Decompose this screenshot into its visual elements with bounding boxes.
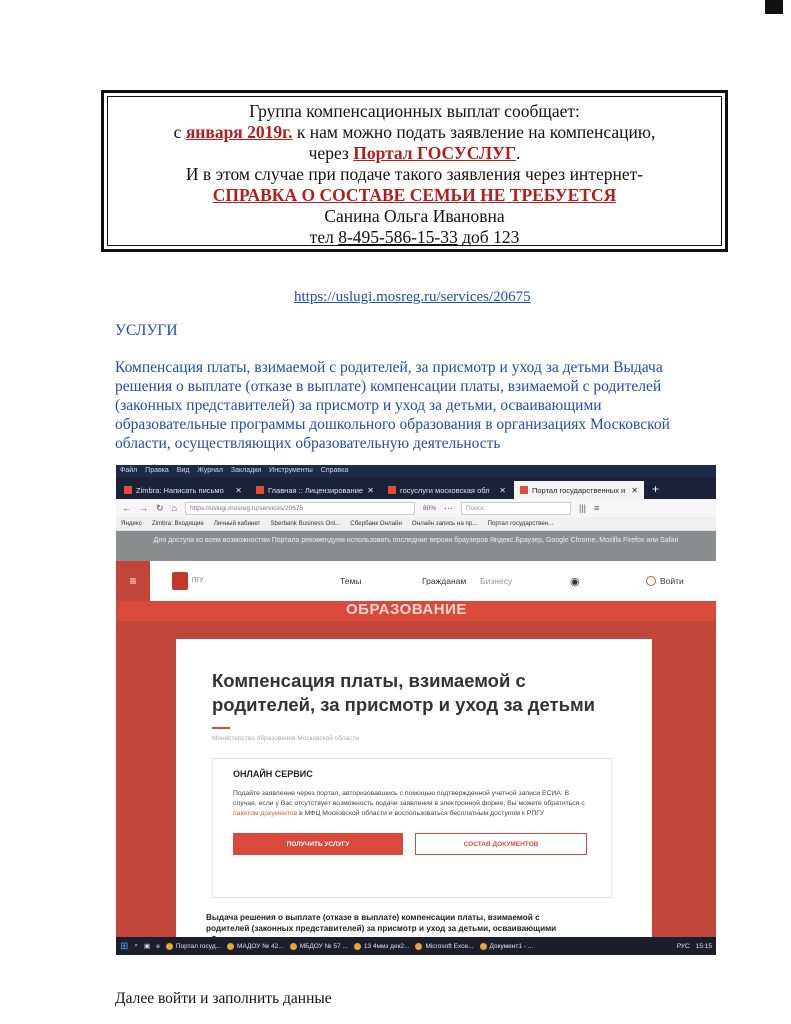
- word-icon: [480, 943, 487, 950]
- windows-start-icon[interactable]: ⊞: [120, 940, 129, 952]
- windows-taskbar: [116, 937, 716, 955]
- back-icon[interactable]: ←: [122, 503, 131, 513]
- documents-list-button[interactable]: СОСТАВ ДОКУМЕНТОВ: [415, 833, 587, 855]
- notice-line-2: с января 2019г. к нам можно подать заявление на компенсацию,: [173, 122, 656, 142]
- edge-icon[interactable]: e: [156, 942, 160, 950]
- hamburger-icon[interactable]: ≡: [116, 561, 150, 601]
- close-icon[interactable]: ✕: [499, 485, 506, 495]
- browser-icon: [227, 943, 234, 950]
- scan-corner-mark: [765, 0, 783, 14]
- site-icon: [520, 486, 528, 494]
- notice-portal: Портал ГОСУСЛУГ: [353, 143, 516, 163]
- menu-help[interactable]: Справка: [320, 467, 349, 474]
- browser-navbar: [116, 499, 716, 517]
- taskbar-item[interactable]: Microsoft Exce...: [415, 943, 473, 950]
- browser-tab[interactable]: Главная :: Лицензирование ✕: [250, 481, 380, 499]
- ministry-label: Министерство образования Московской области: [212, 735, 360, 742]
- browser-tabstrip: [116, 477, 716, 499]
- notice-line-1: Группа компенсационных выплат сообщает:: [249, 101, 580, 121]
- zoom-level[interactable]: 80%: [422, 504, 436, 512]
- documents-package-link[interactable]: пакетом документов: [233, 810, 298, 817]
- browser-icon: [290, 943, 297, 950]
- services-link[interactable]: https://uslugi.mosreg.ru/services/20675: [294, 289, 531, 305]
- home-icon[interactable]: ⌂: [171, 503, 177, 513]
- services-description: Компенсация платы, взимаемой с родителей, за присмотр и уход за детьми Выдача решения о выплате (отказе в выплате) компенсации платы, взимаемой с родителей (законных представителей) за присмотр и уход за детьми, осваивающими образовательные программы дошкольного образования в организациях Московской области, осуществляющих образовательную деятельность: [115, 359, 670, 452]
- bookmark-item[interactable]: Портал государствен...: [487, 520, 554, 527]
- reload-icon[interactable]: ↻: [156, 502, 164, 513]
- service-card: [176, 639, 652, 955]
- excel-icon: [415, 943, 422, 950]
- section-band: ОБРАЗОВАНИЕ: [116, 601, 716, 621]
- browser-menubar: [116, 465, 716, 477]
- bookmark-item[interactable]: Онлайн запись на пр...: [411, 520, 478, 527]
- nav-themes[interactable]: Темы: [340, 576, 362, 586]
- service-buttons: [233, 833, 591, 855]
- online-service-text: Подайте заявление через портал, авторизовавшись с помощью подтвержденной учетной записи ЕСИА. В случае, если у Вас отсутствует возможность подачи заявления в электронной форме, Вы можете обратиться с пакетом документов в МФЦ Московской области и воспользоваться бесплатным доступом к РПГУ: [233, 790, 585, 817]
- get-service-button[interactable]: ПОЛУЧИТЬ УСЛУГУ: [233, 833, 403, 855]
- firefox-icon: [166, 943, 173, 950]
- taskbar-item[interactable]: Документ1 - ...: [480, 943, 534, 950]
- notice-line-5: СПРАВКА О СОСТАВЕ СЕМЬИ НЕ ТРЕБУЕТСЯ: [212, 185, 617, 205]
- nav-business[interactable]: Бизнесу: [480, 576, 513, 586]
- services-title: УСЛУГИ: [115, 322, 178, 339]
- menu-tools[interactable]: Инструменты: [269, 467, 313, 474]
- site-icon: [388, 486, 396, 494]
- login-button[interactable]: Войти: [646, 576, 684, 586]
- language-indicator[interactable]: РУС: [676, 942, 690, 950]
- nav-citizens[interactable]: Гражданам: [422, 576, 467, 586]
- site-icon: [256, 486, 264, 494]
- notice-date: января 2019г.: [185, 122, 293, 142]
- close-icon[interactable]: ✕: [235, 485, 242, 495]
- bookmarks-bar: [116, 517, 716, 531]
- taskbar-item[interactable]: МАДОУ № 42...: [227, 943, 284, 950]
- close-icon[interactable]: ✕: [367, 485, 374, 495]
- menu-edit[interactable]: Правка: [145, 467, 169, 474]
- search-icon[interactable]: ⌕: [134, 942, 139, 949]
- embedded-screenshot: [116, 465, 716, 955]
- notice-line-4: И в этом случае при подаче такого заявления через интернет-: [185, 164, 644, 184]
- user-icon: [646, 576, 656, 586]
- browser-tab[interactable]: Zimbra: Написать письмо ✕: [118, 481, 248, 499]
- zimbra-icon: [124, 486, 132, 494]
- clock[interactable]: 15:15: [695, 942, 712, 950]
- close-icon[interactable]: ✕: [631, 485, 638, 495]
- title-underline: [212, 727, 230, 729]
- notice-phone: 8-495-586-15-33: [338, 227, 458, 247]
- menu-view[interactable]: Вид: [176, 467, 190, 474]
- bookmark-item[interactable]: Личный кабинет: [213, 520, 261, 527]
- bookmark-item[interactable]: Яндекс: [121, 520, 142, 527]
- taskbar-item[interactable]: 13 4ммз дек2...: [354, 943, 410, 950]
- library-icon[interactable]: |||: [579, 503, 587, 513]
- hamburger-menu-icon[interactable]: ≡: [594, 503, 600, 513]
- notice-phone-line: тел 8-495-586-15-33 доб 123: [309, 227, 520, 247]
- browser-warning-banner: Для доступа ко всем возможностям Портала рекомендуем использовать последние версии браузеров Яндекс.Браузер, Google Chrome, Mozilla Firefox или Safari: [116, 531, 716, 561]
- bookmark-item[interactable]: Zimbra: Входящие: [151, 520, 204, 527]
- browser-tab[interactable]: госуслуги московская обл ✕: [382, 481, 512, 499]
- task-view-icon[interactable]: ▣: [144, 943, 151, 950]
- system-tray: [677, 943, 712, 950]
- notice-line-6: Санина Ольга Ивановна: [324, 206, 505, 226]
- notice-line-3: через Портал ГОСУСЛУГ.: [308, 143, 521, 163]
- address-bar[interactable]: https://uslugi.mosreg.ru/services/20675: [185, 502, 415, 515]
- service-subtitle: Выдача решения о выплате (отказе в выплате) компенсации платы, взимаемой с родителей (законных представителей) за присмотр и уход за детьми, осваивающими: [206, 913, 557, 933]
- menu-history[interactable]: Журнал: [197, 467, 223, 474]
- online-service-title: ОНЛАЙН СЕРВИС: [233, 769, 313, 779]
- taskbar-item[interactable]: МБДОУ № 57 ...: [290, 943, 348, 950]
- site-header: [116, 561, 716, 601]
- menu-bookmarks[interactable]: Закладки: [230, 467, 262, 474]
- accessibility-eye-icon[interactable]: ◉: [570, 575, 580, 588]
- browser-tab-active[interactable]: Портал государственных и ✕: [514, 481, 644, 499]
- pgu-label: ПГУ: [192, 578, 204, 584]
- forward-icon[interactable]: →: [139, 503, 148, 513]
- folder-icon: [354, 943, 361, 950]
- bookmark-item[interactable]: Сбербанк Онлайн: [350, 520, 402, 527]
- bookmark-item[interactable]: Sberbank Business Onl...: [270, 520, 341, 527]
- online-service-box: [212, 758, 612, 898]
- new-tab-button[interactable]: +: [652, 482, 660, 496]
- page-title: Компенсация платы, взимаемой с родителей, за присмотр и уход за детьми: [212, 670, 596, 715]
- menu-dots-icon[interactable]: ···: [444, 503, 453, 513]
- notice-box: [101, 90, 728, 252]
- taskbar-item[interactable]: Портал госуд...: [166, 943, 221, 950]
- footer-instruction: Далее войти и заполнить данные: [115, 990, 332, 1007]
- search-input[interactable]: Поиск: [461, 502, 571, 515]
- menu-file[interactable]: Файл: [120, 467, 138, 474]
- coat-of-arms-logo[interactable]: [172, 572, 188, 590]
